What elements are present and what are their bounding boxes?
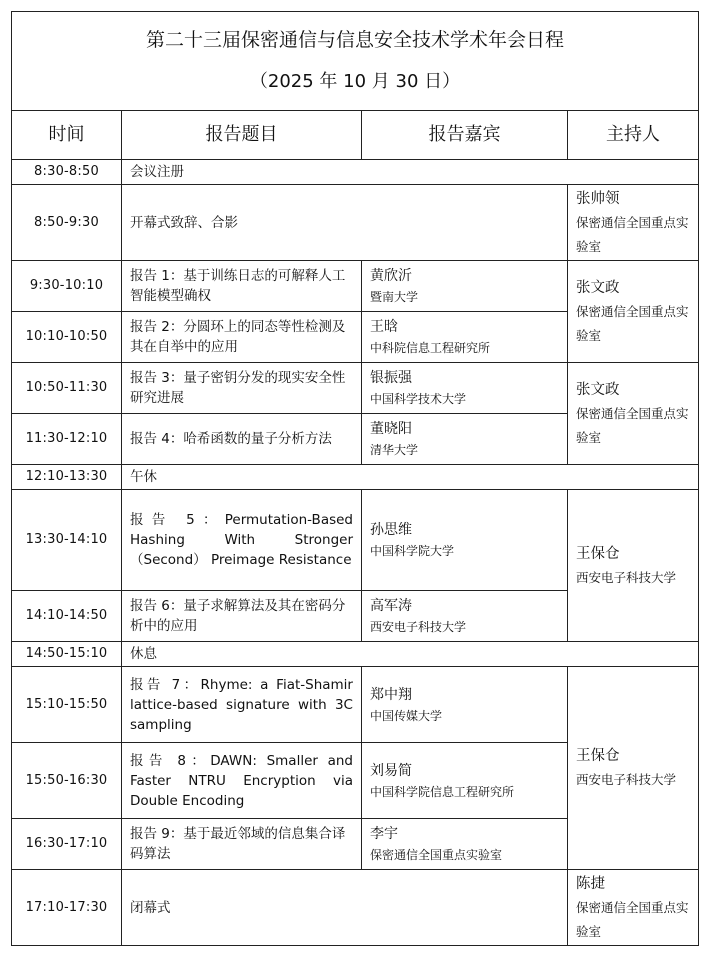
host-name: 张文政 xyxy=(576,279,620,296)
speaker-affiliation: 清华大学 xyxy=(370,443,419,457)
host-cell xyxy=(568,185,699,261)
table-row xyxy=(12,261,699,312)
time-cell: 10:50-11:30 xyxy=(12,363,122,414)
host-affiliation: 保密通信全国重点实验室 xyxy=(576,303,689,343)
host-cell xyxy=(568,870,699,946)
host-cell xyxy=(568,490,699,642)
host-name: 陈捷 xyxy=(576,875,605,892)
time-cell: 15:10-15:50 xyxy=(12,667,122,743)
table-row xyxy=(12,160,699,185)
speaker-affiliation: 中国科学技术大学 xyxy=(370,392,467,406)
table-row xyxy=(12,870,699,946)
host-name: 王保仓 xyxy=(576,545,620,562)
schedule-sheet xyxy=(11,11,699,946)
speaker-name: 高军涛 xyxy=(370,598,412,614)
host-affiliation: 保密通信全国重点实验室 xyxy=(576,405,689,445)
speaker-affiliation: 中国科学院信息工程研究所 xyxy=(370,784,515,799)
title-cell xyxy=(12,12,699,111)
host-name: 张文政 xyxy=(576,381,620,398)
topic-cell: 报告 3：量子密钥分发的现实安全性研究进展 xyxy=(122,363,362,414)
host-affiliation: 保密通信全国重点实验室 xyxy=(576,214,689,254)
page-title: 第二十三届保密通信与信息安全技术学术年会日程 xyxy=(146,29,565,51)
speaker-cell xyxy=(362,667,568,743)
time-cell: 14:50-15:10 xyxy=(12,642,122,667)
header-row xyxy=(12,111,699,160)
schedule-date: （2025 年 10 月 30 日） xyxy=(249,71,461,92)
host-cell xyxy=(568,667,699,870)
speaker-cell xyxy=(362,312,568,363)
host-affiliation: 西安电子科技大学 xyxy=(576,569,677,585)
topic-cell: 报告 5：Permutation-Based Hashing With Stronger （Second） Preimage Resistance xyxy=(122,490,362,591)
speaker-cell xyxy=(362,490,568,591)
topic-cell: 报告 7：Rhyme: a Fiat-Shamir lattice-based signature with 3C sampling xyxy=(122,667,362,743)
table-row xyxy=(12,363,699,414)
host-affiliation: 西安电子科技大学 xyxy=(576,772,677,787)
speaker-affiliation: 暨南大学 xyxy=(370,290,419,304)
table-row xyxy=(12,465,699,490)
host-name: 王保仓 xyxy=(576,748,620,764)
time-cell: 11:30-12:10 xyxy=(12,414,122,465)
header-speaker: 报告嘉宾 xyxy=(362,111,568,160)
time-cell: 13:30-14:10 xyxy=(12,490,122,591)
time-cell: 17:10-17:30 xyxy=(12,870,122,946)
header-time: 时间 xyxy=(12,111,122,160)
table-row xyxy=(12,490,699,591)
speaker-name: 刘易简 xyxy=(370,762,412,779)
speaker-name: 董晓阳 xyxy=(370,421,412,437)
topic-cell: 休息 xyxy=(122,642,699,667)
speaker-cell xyxy=(362,261,568,312)
speaker-name: 孙思维 xyxy=(370,522,412,538)
table-row xyxy=(12,667,699,743)
topic-cell: 报告 6：量子求解算法及其在密码分析中的应用 xyxy=(122,591,362,642)
speaker-cell xyxy=(362,819,568,870)
speaker-cell xyxy=(362,414,568,465)
speaker-name: 李宇 xyxy=(370,826,398,842)
host-name: 张帅领 xyxy=(576,190,620,207)
topic-cell: 报告 8：DAWN: Smaller and Faster NTRU Encryption via Double Encoding xyxy=(122,743,362,819)
topic-cell: 报告 2：分圆环上的同态等性检测及其在自举中的应用 xyxy=(122,312,362,363)
time-cell: 8:30-8:50 xyxy=(12,160,122,185)
topic-cell: 午休 xyxy=(122,465,699,490)
table-row xyxy=(12,642,699,667)
table-row xyxy=(12,185,699,261)
time-cell: 9:30-10:10 xyxy=(12,261,122,312)
time-cell: 14:10-14:50 xyxy=(12,591,122,642)
schedule-table xyxy=(11,11,699,946)
speaker-affiliation: 中国科学院大学 xyxy=(370,544,455,558)
speaker-name: 郑中翔 xyxy=(370,686,412,703)
host-affiliation: 保密通信全国重点实验室 xyxy=(576,899,689,939)
speaker-affiliation: 中国传媒大学 xyxy=(370,708,443,723)
speaker-name: 银振强 xyxy=(370,370,412,386)
time-cell: 12:10-13:30 xyxy=(12,465,122,490)
speaker-cell xyxy=(362,743,568,819)
speaker-affiliation: 保密通信全国重点实验室 xyxy=(370,848,503,862)
speaker-affiliation: 西安电子科技大学 xyxy=(370,620,467,634)
topic-cell: 报告 4：哈希函数的量子分析方法 xyxy=(122,414,362,465)
host-cell xyxy=(568,363,699,465)
speaker-affiliation: 中科院信息工程研究所 xyxy=(370,341,491,355)
topic-cell: 开幕式致辞、合影 xyxy=(122,185,568,261)
time-cell: 10:10-10:50 xyxy=(12,312,122,363)
speaker-name: 王晗 xyxy=(370,319,398,335)
time-cell: 16:30-17:10 xyxy=(12,819,122,870)
speaker-cell xyxy=(362,591,568,642)
topic-cell: 报告 1：基于训练日志的可解释人工智能模型确权 xyxy=(122,261,362,312)
time-cell: 8:50-9:30 xyxy=(12,185,122,261)
speaker-cell xyxy=(362,363,568,414)
header-host: 主持人 xyxy=(568,111,699,160)
topic-cell: 会议注册 xyxy=(122,160,699,185)
header-topic: 报告题目 xyxy=(122,111,362,160)
topic-cell: 闭幕式 xyxy=(122,870,568,946)
speaker-name: 黄欣沂 xyxy=(370,268,412,284)
topic-cell: 报告 9：基于最近邻域的信息集合译码算法 xyxy=(122,819,362,870)
time-cell: 15:50-16:30 xyxy=(12,743,122,819)
host-cell xyxy=(568,261,699,363)
